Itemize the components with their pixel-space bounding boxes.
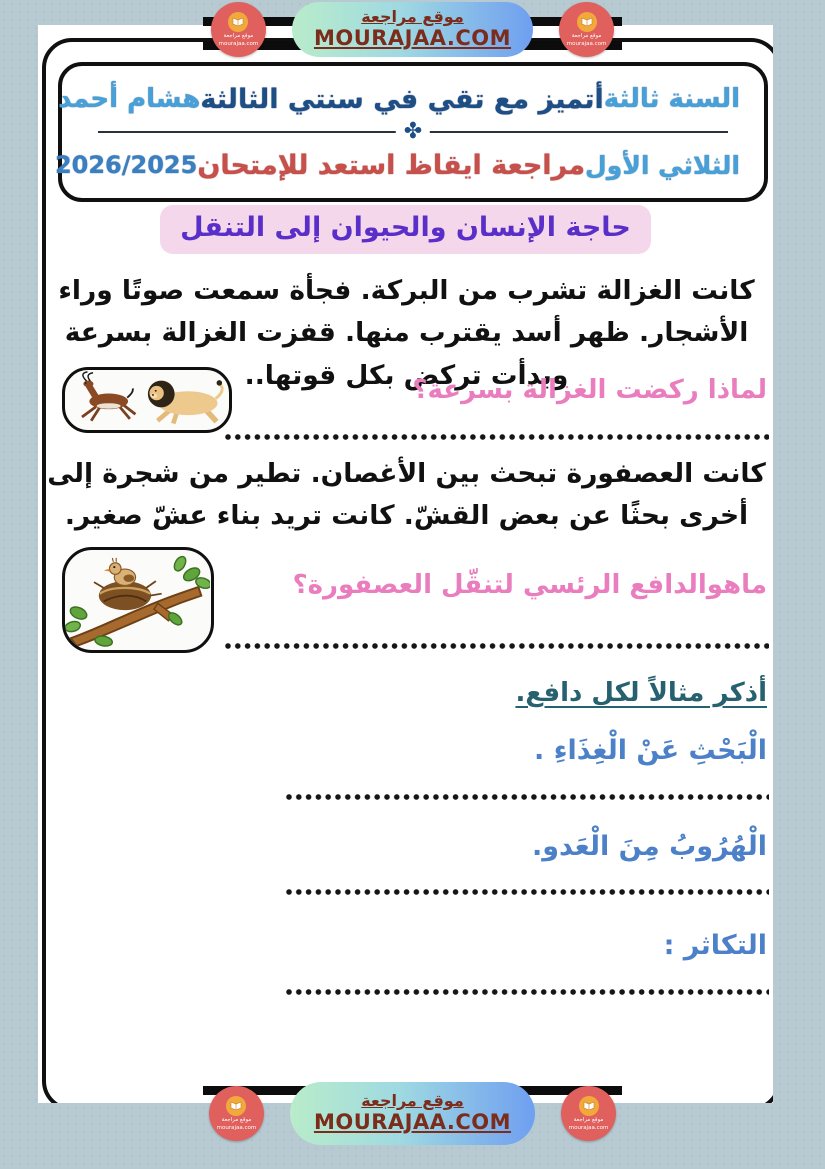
logo-text-url: mourajaa.com	[216, 1124, 257, 1131]
book-icon	[577, 12, 597, 32]
gazelle-lion-image	[62, 367, 232, 433]
motive-escape: الْهُرُوبُ مِنَ الْعَدو.	[531, 831, 767, 862]
header-info-box	[54, 62, 768, 202]
bird-nest-illustration	[65, 550, 210, 649]
site-logo-left	[209, 1086, 264, 1141]
answer-line-3	[285, 793, 769, 801]
school-year: 2026/2025	[54, 151, 198, 179]
bird-nest-image	[62, 547, 214, 653]
answer-line-4	[285, 888, 769, 896]
question-2: ماهوالدافع الرئسي لتنقّل العصفورة؟	[292, 570, 767, 600]
logo-text-url: mourajaa.com	[566, 40, 607, 47]
logo-text-ar: موقع مراجعة	[573, 1116, 604, 1123]
book-icon	[579, 1096, 599, 1116]
site-logo-right	[561, 1086, 616, 1141]
site-logo-right	[559, 2, 614, 57]
logo-text-url: mourajaa.com	[568, 1124, 609, 1131]
site-logo-left	[211, 2, 266, 57]
brand-title: أتميز مع تقي في سنتي الثالثة	[200, 83, 604, 115]
answer-line-2	[224, 642, 769, 650]
question-1: لماذا ركضت الغزالة بسرعة؟	[412, 375, 767, 405]
logo-text-ar: موقع مراجعة	[223, 32, 254, 39]
logo-text-ar: موقع مراجعة	[571, 32, 602, 39]
subject-title: مراجعة ايقاظ استعد للإمتحان	[197, 149, 586, 181]
book-icon	[226, 1096, 246, 1116]
story-paragraph-gazelle: كانت الغزالة تشرب من البركة. فجأة سمعت صوتًا وراء الأشجار. ظهر أسد يقترب منها. قفزت الغزالة بسرعة وبدأت تركض بكل قوتها..	[58, 275, 755, 391]
bottom-banner	[0, 1082, 825, 1145]
open-book-glyph	[230, 1101, 242, 1110]
site-pill[interactable]	[290, 1082, 535, 1145]
open-book-glyph	[583, 1101, 595, 1110]
motive-food: الْبَحْثِ عَنْ الْغِذَاءِ .	[534, 735, 767, 766]
grade-label: السنة ثالثة	[603, 84, 740, 114]
site-url-link[interactable]: MOURAJAA.COM	[313, 1110, 512, 1134]
open-book-glyph	[581, 17, 593, 26]
site-name-arabic[interactable]: موقع مراجعة	[361, 1091, 464, 1110]
site-url-link[interactable]: MOURAJAA.COM	[313, 26, 512, 50]
book-icon	[228, 12, 248, 32]
answer-line-5	[285, 988, 769, 996]
lesson-title: حاجة الإنسان والحيوان إلى التنقل	[160, 205, 651, 254]
site-name-arabic[interactable]: موقع مراجعة	[361, 7, 464, 26]
worksheet-page	[38, 25, 773, 1103]
open-book-glyph	[232, 17, 244, 26]
top-banner	[0, 2, 825, 57]
term-label: الثلاثي الأول	[585, 150, 740, 180]
story-paragraph-bird: كانت العصفورة تبحث بين الأغصان. تطير من شجرة إلى أخرى بحثًا عن بعض القشّ. كانت تريد بناء عشّ صغير.	[47, 458, 766, 532]
teacher-name: هشام أحمد	[57, 84, 201, 114]
motive-reproduction: التكاثر :	[663, 930, 767, 961]
examples-heading: أذكر مثالاً لكل دافع.	[515, 678, 767, 708]
logo-text-ar: موقع مراجعة	[221, 1116, 252, 1123]
logo-text-url: mourajaa.com	[218, 40, 259, 47]
answer-line-1	[224, 433, 769, 441]
gazelle-lion-illustration	[65, 370, 228, 429]
ornament-icon: ✤	[396, 121, 430, 143]
site-pill[interactable]	[292, 2, 533, 57]
lesson-title-wrap	[38, 205, 773, 254]
